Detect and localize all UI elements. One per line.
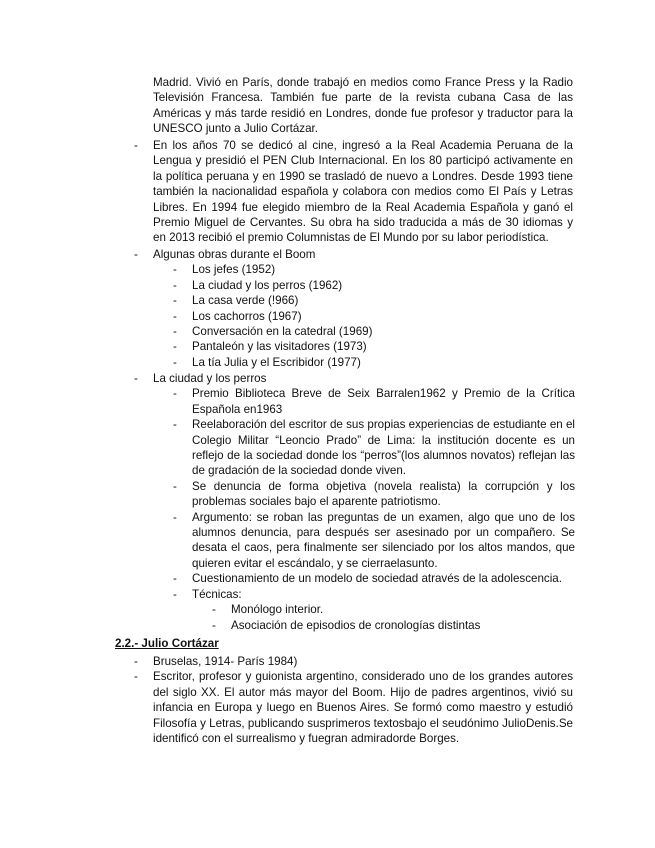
novel-point bbox=[0, 479, 655, 510]
novel-point bbox=[0, 587, 655, 602]
novel-point-text: Argumento: se roban las preguntas de un examen, algo que uno de los alumnos denuncia, para después ser asesinado por un compañero. Se desata el caos, pera finalmente ser silenciado por los altos mandos, que quieren evitar el escándalo, y se cierraelasunto. bbox=[192, 510, 575, 570]
work-title: Los jefes (1952) bbox=[192, 263, 276, 277]
novel-point-text: Reelaboración del escritor de sus propias experiencias de estudiante en el Colegio Militar “Leoncio Prado” de Lima: la institución docente es un reflejo de la sociedad donde los “perros”(los alumnos novatos) reflejan las de gradación de la sociedad donde viven. bbox=[192, 418, 575, 478]
bullet-dash: - bbox=[173, 387, 177, 401]
work-item bbox=[0, 309, 655, 324]
technique-item bbox=[0, 618, 655, 633]
cortazar-point-text: Escritor, profesor y guionista argentino, considerado uno de los grandes autores del siglo XX. El autor más mayor del Boom. Hijo de padres argentinos, vivió su infancia en Europa y luego en Buenos Aires. Se formó como maestro y estudió Filosofía y Letras, publicando susprimeros textosbajo el seudónimo JulioDenis.Se identificó con el surrealismo y fuegran admiradorde Borges. bbox=[153, 670, 573, 746]
bullet-dash: - bbox=[173, 278, 177, 292]
novel-point-text: Premio Biblioteca Breve de Seix Barralen1962 y Premio de la Crítica Española en1963 bbox=[192, 387, 575, 416]
work-title: La casa verde (!966) bbox=[192, 294, 299, 308]
technique-item bbox=[0, 602, 655, 617]
section-heading-cortazar: 2.2.- Julio Cortázar bbox=[115, 637, 219, 650]
bullet-dash: - bbox=[173, 510, 177, 524]
bullet-dash: - bbox=[173, 587, 177, 601]
bullet-dash: - bbox=[134, 248, 138, 261]
novel-point-text: Cuestionamiento de un modelo de sociedad através de la adolescencia. bbox=[192, 572, 562, 586]
work-item bbox=[0, 278, 655, 293]
work-title: Pantaleón y las visitadores (1973) bbox=[192, 340, 367, 354]
novel-point bbox=[0, 571, 655, 586]
bullet-dash: - bbox=[173, 418, 177, 432]
work-title: La ciudad y los perros (1962) bbox=[192, 278, 343, 292]
novel-point-text: Técnicas: bbox=[192, 587, 242, 601]
bullet-dash: - bbox=[173, 294, 177, 308]
career-bullet bbox=[0, 138, 655, 246]
novel-point bbox=[0, 417, 655, 479]
work-title: La tía Julia y el Escribidor (1977) bbox=[192, 355, 361, 369]
work-item bbox=[0, 262, 655, 277]
technique-text: Asociación de episodios de cronologías distintas bbox=[231, 618, 481, 632]
novel-heading: La ciudad y los perros bbox=[153, 372, 267, 385]
work-item bbox=[0, 339, 655, 354]
bullet-dash: - bbox=[173, 309, 177, 323]
novel-point bbox=[0, 510, 655, 572]
cortazar-point bbox=[0, 654, 655, 669]
bullet-dash: - bbox=[134, 655, 138, 668]
bullet-dash: - bbox=[212, 603, 216, 617]
works-heading-bullet bbox=[0, 247, 655, 262]
novel-block bbox=[0, 371, 655, 633]
cortazar-point-text: Bruselas, 1914- París 1984) bbox=[153, 655, 298, 668]
novel-point-text: Se denuncia de forma objetiva (novela realista) la corrupción y los problemas sociales bajo el aparente patriotismo. bbox=[192, 479, 575, 509]
cortazar-block bbox=[0, 654, 655, 746]
bullet-dash: - bbox=[173, 479, 177, 493]
work-item bbox=[0, 355, 655, 370]
work-title: Los cachorros (1967) bbox=[192, 309, 302, 323]
bullet-dash: - bbox=[212, 618, 216, 632]
bullet-dash: - bbox=[173, 325, 177, 339]
bullet-dash: - bbox=[173, 263, 177, 277]
bullet-dash: - bbox=[134, 372, 138, 385]
works-block bbox=[0, 247, 655, 370]
work-item bbox=[0, 293, 655, 308]
bullet-dash: - bbox=[134, 139, 138, 152]
work-item bbox=[0, 324, 655, 339]
work-title: Conversación en la catedral (1969) bbox=[192, 325, 373, 339]
cortazar-point bbox=[0, 669, 655, 746]
bullet-dash: - bbox=[173, 355, 177, 369]
technique-text: Monólogo interior. bbox=[231, 603, 324, 617]
intro-text: Madrid. Vivió en París, donde trabajó en medios como France Press y la Radio Televisión Francesa. También fue parte de la revista cubana Casa de las Américas y más tarde residió en Londres, donde fue profesor y traductor para la UNESCO junto a Julio Cortázar. bbox=[153, 76, 573, 136]
bullet-dash: - bbox=[134, 670, 138, 684]
career-block bbox=[0, 138, 655, 246]
novel-heading-bullet bbox=[0, 371, 655, 386]
intro-block bbox=[0, 75, 655, 137]
novel-point bbox=[0, 386, 655, 417]
works-heading: Algunas obras durante el Boom bbox=[153, 248, 316, 261]
career-text: En los años 70 se dedicó al cine, ingresó a la Real Academia Peruana de la Lengua y presidió el PEN Club Internacional. En los 80 participó activamente en la política peruana y en 1990 se trasladó de nuevo a Londres. Desde 1993 tiene también la nacionalidad española y colabora con medios como El País y Letras Libres. En 1994 fue elegido miembro de la Real Academia Española y ganó el Premio Miguel de Cervantes. Su obra ha sido traducida a más de 30 idiomas y en 2013 recibió el premio Columnistas de El Mundo por su labor periodística. bbox=[153, 139, 573, 245]
bullet-dash: - bbox=[173, 572, 177, 586]
bullet-dash: - bbox=[173, 340, 177, 354]
intro-paragraph bbox=[0, 75, 655, 137]
